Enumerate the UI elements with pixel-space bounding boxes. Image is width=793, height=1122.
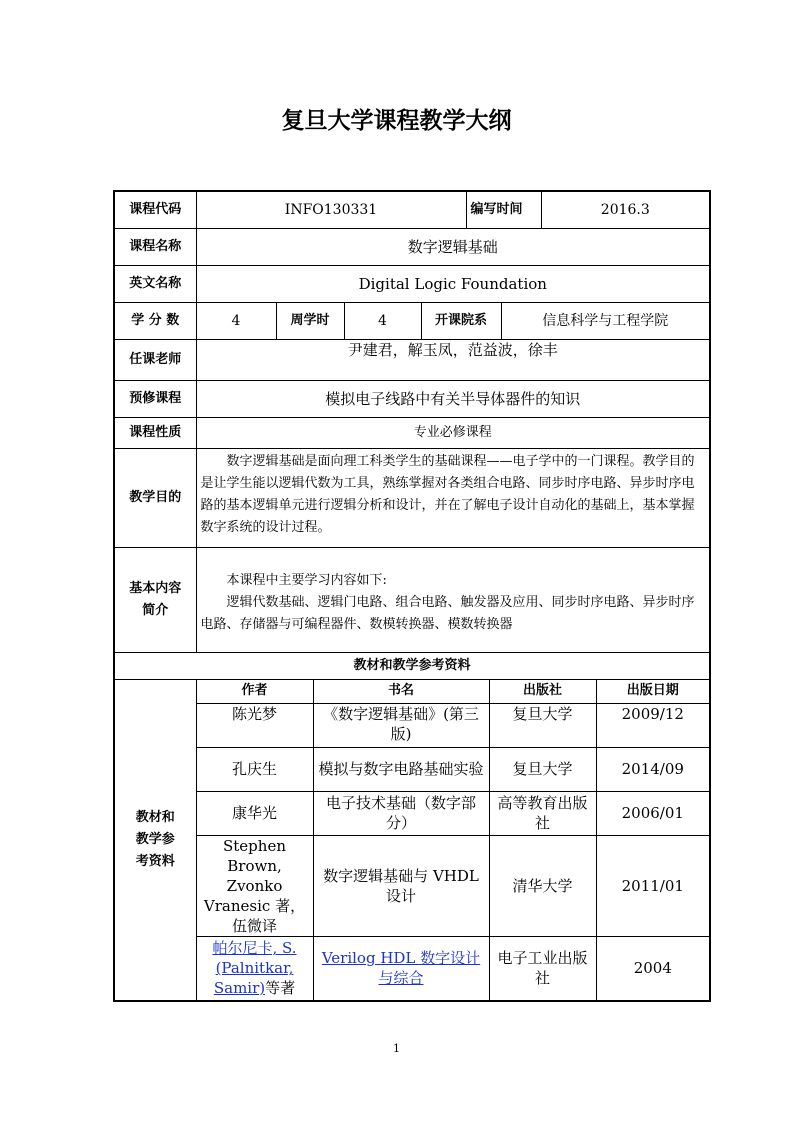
author: Stephen Brown, Zvonko Vranesic 著，伍微译 — [196, 835, 313, 936]
table-row — [114, 703, 710, 747]
prereq-label: 预修课程 — [114, 380, 196, 417]
dept: 信息科学与工程学院 — [501, 302, 710, 339]
credit-label: 学 分 数 — [114, 302, 196, 339]
page-number: 1 — [393, 1042, 400, 1055]
syllabus-table — [113, 190, 711, 1002]
table-row — [114, 747, 710, 791]
book-link[interactable]: Verilog HDL 数字设计与综合 — [321, 949, 481, 988]
credit: 4 — [196, 302, 276, 339]
goal: 数字逻辑基础是面向理工科类学生的基础课程——电子学中的一门课程。教学目的是让学生能以逻辑代数为工具，熟练掌握对各类组合电路、同步时序电路、异步时序电路的基本逻辑单元进行逻辑分析和设计，并在了解电子设计自动化的基础上，基本掌握数字系统的设计过程。 — [196, 448, 710, 547]
book: 《数字逻辑基础》(第三版) — [313, 703, 489, 747]
author: 康华光 — [196, 791, 313, 835]
date: 2006/01 — [596, 791, 710, 835]
publisher: 复旦大学 — [489, 703, 596, 747]
publisher: 复旦大学 — [489, 747, 596, 791]
hours-label: 周学时 — [276, 302, 344, 339]
date: 2004 — [596, 936, 710, 1001]
course-name: 数字逻辑基础 — [196, 228, 710, 265]
col-author: 作者 — [196, 679, 313, 703]
document-title: 复旦大学课程教学大纲 — [281, 108, 512, 134]
nature-label: 课程性质 — [114, 417, 196, 448]
book: 模拟与数字电路基础实验 — [313, 747, 489, 791]
author-suffix: 等著 — [265, 979, 296, 998]
date: 2009/12 — [596, 703, 710, 747]
date: 2011/01 — [596, 835, 710, 936]
author-link[interactable]: 帕尔尼卡, S.(Palnitkar, Samir) — [212, 939, 297, 998]
table-row — [114, 936, 710, 1001]
course-en-name: Digital Logic Foundation — [196, 265, 710, 302]
teachers: 尹建君，解玉凤，范益波，徐丰 — [196, 339, 710, 380]
written-label: 编写时间 — [466, 191, 541, 228]
book: 数字逻辑基础与 VHDL 设计 — [313, 835, 489, 936]
name-label: 课程名称 — [114, 228, 196, 265]
col-date: 出版日期 — [596, 679, 710, 703]
content-intro: 本课程中主要学习内容如下: — [226, 572, 387, 588]
prereq: 模拟电子线路中有关半导体器件的知识 — [196, 380, 710, 417]
table-row — [114, 835, 710, 936]
nature: 专业必修课程 — [196, 417, 710, 448]
table-row — [114, 791, 710, 835]
refs-side-label: 教材和教学参考资料 — [114, 679, 196, 1001]
teacher-label: 任课老师 — [114, 339, 196, 380]
course-code: INFO130331 — [196, 191, 466, 228]
content-list: 逻辑代数基础、逻辑门电路、组合电路、触发器及应用、同步时序电路、异步时序电路、存储器与可编程器件、数模转换器、模数转换器 — [200, 594, 695, 632]
author: 陈光梦 — [196, 703, 313, 747]
written-date: 2016.3 — [541, 191, 710, 228]
publisher: 电子工业出版社 — [489, 936, 596, 1001]
goal-label: 教学目的 — [114, 448, 196, 547]
date: 2014/09 — [596, 747, 710, 791]
code-label: 课程代码 — [114, 191, 196, 228]
col-publisher: 出版社 — [489, 679, 596, 703]
content-label: 基本内容简介 — [114, 547, 196, 652]
dept-label: 开课院系 — [421, 302, 501, 339]
publisher: 清华大学 — [489, 835, 596, 936]
hours: 4 — [344, 302, 421, 339]
refs-section-title: 教材和教学参考资料 — [114, 652, 710, 679]
book: 电子技术基础（数字部分） — [313, 791, 489, 835]
col-book: 书名 — [313, 679, 489, 703]
publisher: 高等教育出版社 — [489, 791, 596, 835]
author: 孔庆生 — [196, 747, 313, 791]
en-label: 英文名称 — [114, 265, 196, 302]
